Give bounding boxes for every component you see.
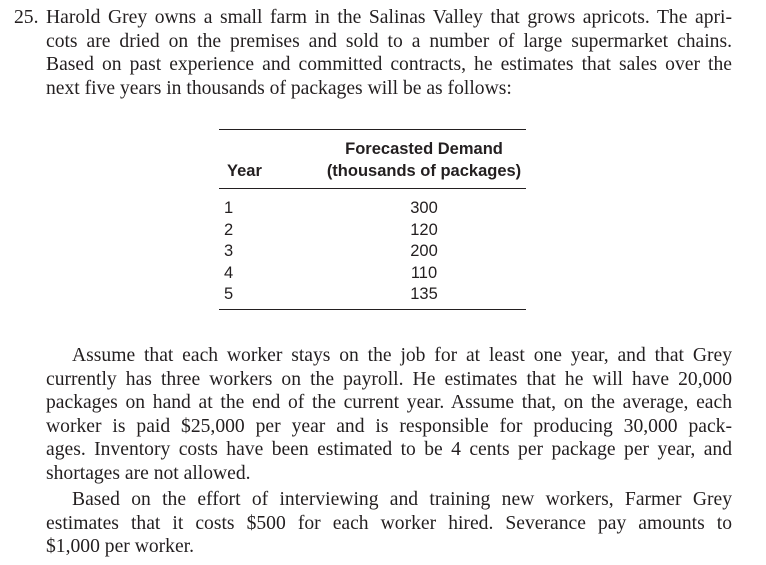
paragraph-assumptions [46, 344, 732, 485]
cell-demand: 110 [410, 263, 438, 282]
cell-demand: 135 [410, 285, 438, 303]
paragraph-line: packages on hand at the end of the current year. Assume that, on the average, each [46, 392, 732, 413]
paragraph-line: Based on the effort of interviewing and training new workers, Farmer Grey [72, 489, 732, 510]
paragraph-line: ages. Inventory costs have been estimated to be 4 cents per package per year, and [46, 439, 732, 460]
intro-line-1-text: Harold Grey owns a small farm in the Salinas Valley that grows apricots. The apri- [46, 7, 732, 28]
cell-year: 3 [224, 242, 234, 260]
table-body [219, 189, 526, 309]
cell-year: 2 [224, 220, 234, 239]
paragraph-line: Assume that each worker stays on the job for at least one year, and that Grey [72, 345, 732, 366]
problem-number: 25. [14, 7, 39, 28]
cell-demand: 200 [410, 242, 438, 260]
header-forecasted-demand [319, 138, 529, 182]
paragraph-hiring-costs [46, 488, 732, 559]
problem-intro [14, 6, 732, 100]
table-row [219, 284, 526, 306]
header-demand-line-1: Forecasted Demand [345, 140, 503, 158]
intro-line-3: Based on past experience and committed contracts, he estimates that sales over the [46, 54, 732, 75]
paragraph-line: estimates that it costs $500 for each worker hired. Severance pay amounts to [46, 512, 732, 534]
cell-year: 5 [224, 285, 234, 303]
paragraph-line: currently has three workers on the payroll. He estimates that he will have 20,000 [46, 368, 732, 390]
cell-demand: 120 [410, 220, 438, 239]
paragraph-line: $1,000 per worker. [46, 536, 195, 557]
paragraph-line: worker is paid $25,000 per year and is responsible for producing 30,000 pack- [46, 415, 732, 437]
paragraph-line: shortages are not allowed. [46, 462, 251, 484]
header-year: Year [227, 162, 262, 180]
table-row [219, 198, 526, 220]
table-row [219, 220, 526, 242]
cell-year: 1 [224, 199, 234, 217]
cell-demand: 300 [410, 199, 438, 217]
intro-line-4: next five years in thousands of packages will be as follows: [46, 77, 512, 99]
cell-year: 4 [224, 263, 234, 282]
header-demand-line-2: (thousands of packages) [326, 162, 522, 180]
table-header [219, 130, 526, 188]
forecast-table [219, 129, 526, 310]
intro-line-2: cots are dried on the premises and sold to a number of large supermarket chains. [46, 30, 732, 52]
intro-line-1 [14, 6, 732, 30]
table-row [219, 263, 526, 285]
table-bottom-rule [219, 309, 526, 310]
table-row [219, 241, 526, 263]
